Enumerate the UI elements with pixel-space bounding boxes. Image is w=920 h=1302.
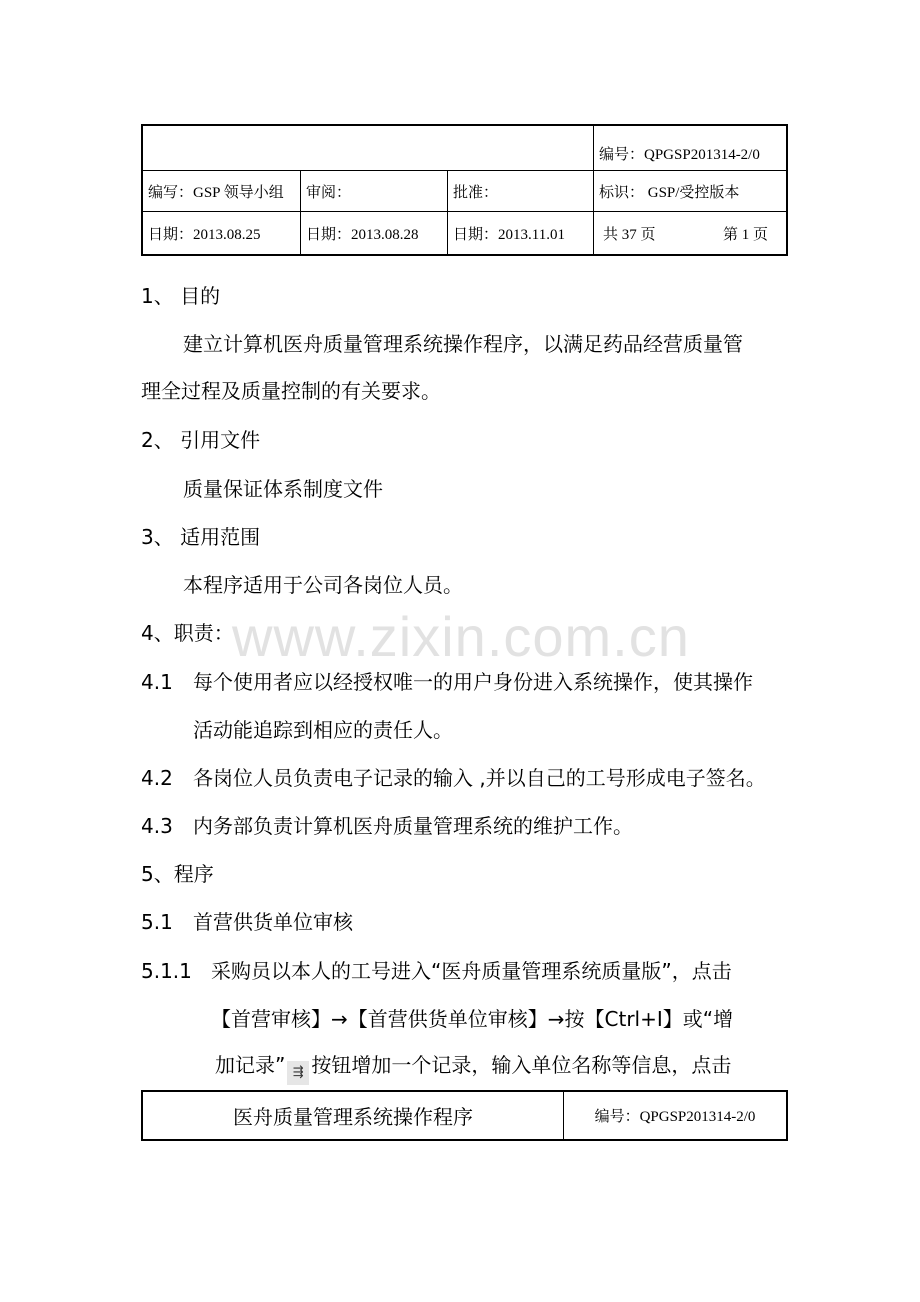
footer-title: 医舟质量管理系统操作程序 <box>233 1105 473 1129</box>
section-1-text-line-2: 理全过程及质量控制的有关要求。 <box>141 379 441 403</box>
section-1-text-line-1: 建立计算机医舟质量管理系统操作程序，以满足药品经营质量管 <box>183 332 743 356</box>
section-5-1-1-text-line-2: 【首营审核】→【首营供货单位审核】→按【Ctrl+I】或“增 <box>211 1007 734 1031</box>
section-5-1-1-number: 5.1.1 <box>141 959 192 983</box>
section-3-text: 本程序适用于公司各岗位人员。 <box>183 573 463 597</box>
footer-doc-code: 编号：QPGSP201314-2/0 <box>594 1109 756 1125</box>
header-reviewer: 审阅： <box>306 184 352 201</box>
header-date-approved: 日期：2013.11.01 <box>453 226 565 243</box>
section-5-1-1-text-line-1: 采购员以本人的工号进入“医舟质量管理系统质量版”，点击 <box>211 959 732 983</box>
header-date-reviewed: 日期：2013.08.28 <box>306 226 419 243</box>
section-5-1-1-text-line-3 <box>215 1055 731 1085</box>
section-2-title: 2、 引用文件 <box>141 428 261 452</box>
section-2-text: 质量保证体系制度文件 <box>183 477 383 501</box>
section-4-2-text: 各岗位人员负责电子记录的输入 ,并以自己的工号形成电子签名。 <box>193 766 766 790</box>
section-1-title: 1、 目的 <box>141 284 221 308</box>
header-page-number: 第 1 页 <box>723 226 769 243</box>
section-5-title: 5、程序 <box>141 862 214 886</box>
header-total-pages: 共 37 页 <box>603 226 656 243</box>
section-3-title: 3、 适用范围 <box>141 525 261 549</box>
header-approver: 批准： <box>453 184 499 201</box>
section-4-3-text: 内务部负责计算机医舟质量管理系统的维护工作。 <box>193 814 633 838</box>
header-writer: 编写：GSP 领导小组 <box>148 184 284 201</box>
watermark: www.zixin.com.cn <box>232 605 690 668</box>
document-header-table <box>141 124 788 256</box>
section-4-title: 4、职责： <box>141 621 234 645</box>
section-4-1-text-line-2: 活动能追踪到相应的责任人。 <box>193 718 453 742</box>
section-4-1-number: 4.1 <box>141 670 173 694</box>
section-5-1-1-text-line-3b: 按钮增加一个记录，输入单位名称等信息，点击 <box>311 1053 732 1077</box>
document-footer-table <box>141 1090 788 1141</box>
header-doc-code: 编号：QPGSP201314-2/0 <box>599 146 760 163</box>
section-5-1-text: 首营供货单位审核 <box>193 910 353 934</box>
header-mark: 标识： GSP/受控版本 <box>599 184 740 201</box>
header-date-written: 日期：2013.08.25 <box>148 226 261 243</box>
section-5-1-number: 5.1 <box>141 910 173 934</box>
add-record-icon: ⇶ <box>287 1061 309 1085</box>
section-5-1-1-text-line-3a: 加记录” <box>215 1053 286 1077</box>
section-4-3-number: 4.3 <box>141 814 173 838</box>
section-4-1-text-line-1: 每个使用者应以经授权唯一的用户身份进入系统操作，使其操作 <box>193 670 753 694</box>
section-4-2-number: 4.2 <box>141 766 173 790</box>
